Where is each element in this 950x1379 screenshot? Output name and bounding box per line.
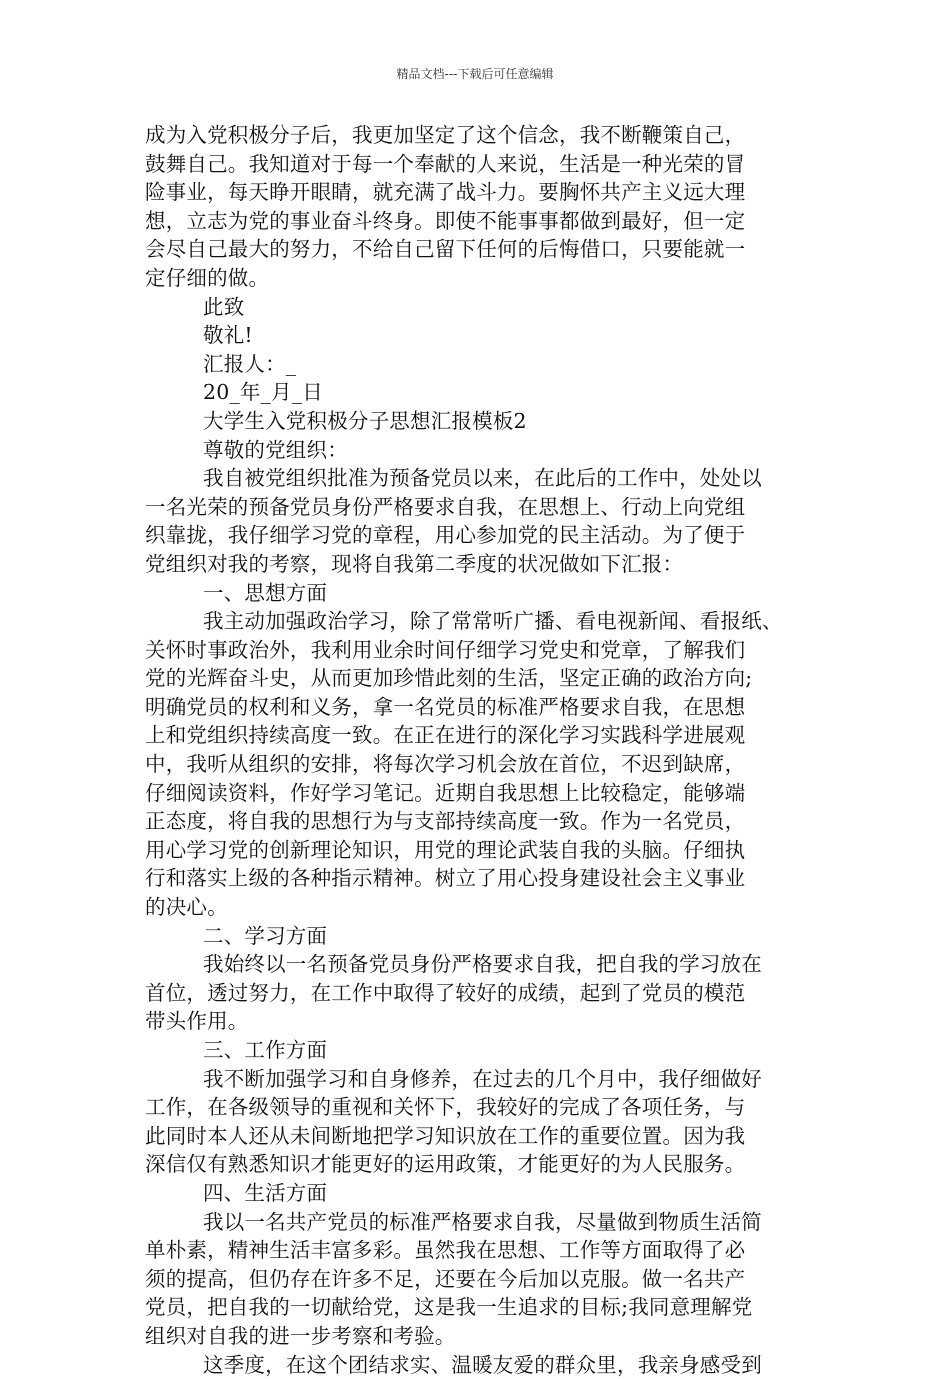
text-line: 带头作用。 <box>145 1009 249 1034</box>
text-line: 想，立志为党的事业奋斗终身。即使不能事事都做到最好，但一定 <box>145 208 746 233</box>
text-line: 三、工作方面 <box>203 1038 328 1062</box>
text-line: 党组织对我的考察，现将自我第二季度的状况做如下汇报： <box>145 551 684 576</box>
text-line: 大学生入党积极分子思想汇报模板2 <box>203 408 527 433</box>
text-line: 此致 <box>203 294 245 319</box>
text-line: 20_年_月_日 <box>203 380 323 405</box>
text-line: 一名光荣的预备党员身份严格要求自我，在思想上、行动上向党组 <box>145 494 746 519</box>
text-line: 须的提高，但仍存在许多不足，还要在今后加以克服。做一名共产 <box>145 1266 746 1291</box>
text-line: 我自被党组织批准为预备党员以来，在此后的工作中，处处以 <box>203 466 762 491</box>
text-line: 单朴素，精神生活丰富多彩。虽然我在思想、工作等方面取得了必 <box>145 1238 746 1263</box>
text-line: 的决心。 <box>145 895 228 920</box>
text-line: 敬礼! <box>203 323 253 348</box>
text-line: 汇报人：_ <box>203 351 297 376</box>
text-line: 上和党组织持续高度一致。在正在进行的深化学习实践科学进展观 <box>145 723 746 748</box>
text-line: 首位，透过努力，在工作中取得了较好的成绩，起到了党员的模范 <box>145 980 746 1005</box>
text-line: 正态度，将自我的思想行为与支部持续高度一致。作为一名党员， <box>145 809 746 834</box>
text-line: 我主动加强政治学习，除了常常听广播、看电视新闻、看报纸、 <box>203 609 783 634</box>
text-line: 此同时本人还从未间断地把学习知识放在工作的重要位置。因为我 <box>145 1123 746 1148</box>
text-line: 明确党员的权利和义务，拿一名党员的标准严格要求自我，在思想 <box>145 694 746 719</box>
text-line: 二、学习方面 <box>203 923 328 948</box>
text-line: 我始终以一名预备党员身份严格要求自我，把自我的学习放在 <box>203 952 762 977</box>
text-line: 工作，在各级领导的重视和关怀下，我较好的完成了各项任务，与 <box>145 1095 746 1120</box>
text-line: 党员，把自我的一切献给党，这是我一生追求的目标;我同意理解党 <box>145 1295 753 1320</box>
text-line: 织靠拢，我仔细学习党的章程，用心参加党的民主活动。为了便于 <box>145 523 746 548</box>
text-line: 四、生活方面 <box>203 1180 328 1205</box>
text-line: 险事业，每天睁开眼睛，就充满了战斗力。要胸怀共产主义远大理 <box>145 180 746 205</box>
text-line: 鼓舞自己。我知道对于每一个奉献的人来说，生活是一种光荣的冒 <box>145 151 746 176</box>
text-line: 成为入党积极分子后，我更加坚定了这个信念，我不断鞭策自己， <box>145 123 746 147</box>
text-line: 中，我听从组织的安排，将每次学习机会放在首位，不迟到缺席， <box>145 752 746 777</box>
text-line: 党的光辉奋斗史，从而更加珍惜此刻的生活，坚定正确的政治方向; <box>145 666 753 691</box>
text-line: 一、思想方面 <box>203 580 328 605</box>
text-line: 仔细阅读资料，作好学习笔记。近期自我思想上比较稳定，能够端 <box>145 780 746 805</box>
text-line: 这季度，在这个团结求实、温暖友爱的群众里，我亲身感受到 <box>203 1352 762 1377</box>
text-line: 组织对自我的进一步考察和考验。 <box>145 1323 456 1348</box>
text-line: 深信仅有熟悉知识才能更好的运用政策，才能更好的为人民服务。 <box>145 1152 746 1177</box>
text-line: 用心学习党的创新理论知识，用党的理论武装自我的头脑。仔细执 <box>145 837 746 862</box>
text-line: 尊敬的党组织： <box>203 437 348 462</box>
page-header: 精品文档---下载后可任意编辑 <box>396 67 554 81</box>
text-line: 关怀时事政治外，我利用业余时间仔细学习党史和党章，了解我们 <box>145 637 746 662</box>
text-line: 会尽自己最大的努力，不给自己留下任何的后悔借口，只要能就一 <box>145 237 746 262</box>
text-line: 定仔细的做。 <box>145 265 270 290</box>
text-line: 我不断加强学习和自身修养，在过去的几个月中，我仔细做好 <box>203 1066 762 1091</box>
text-line: 我以一名共产党员的标准严格要求自我，尽量做到物质生活简 <box>203 1209 762 1234</box>
document-body <box>145 121 825 1379</box>
text-line: 行和落实上级的各种指示精神。树立了用心投身建设社会主义事业 <box>145 866 746 891</box>
